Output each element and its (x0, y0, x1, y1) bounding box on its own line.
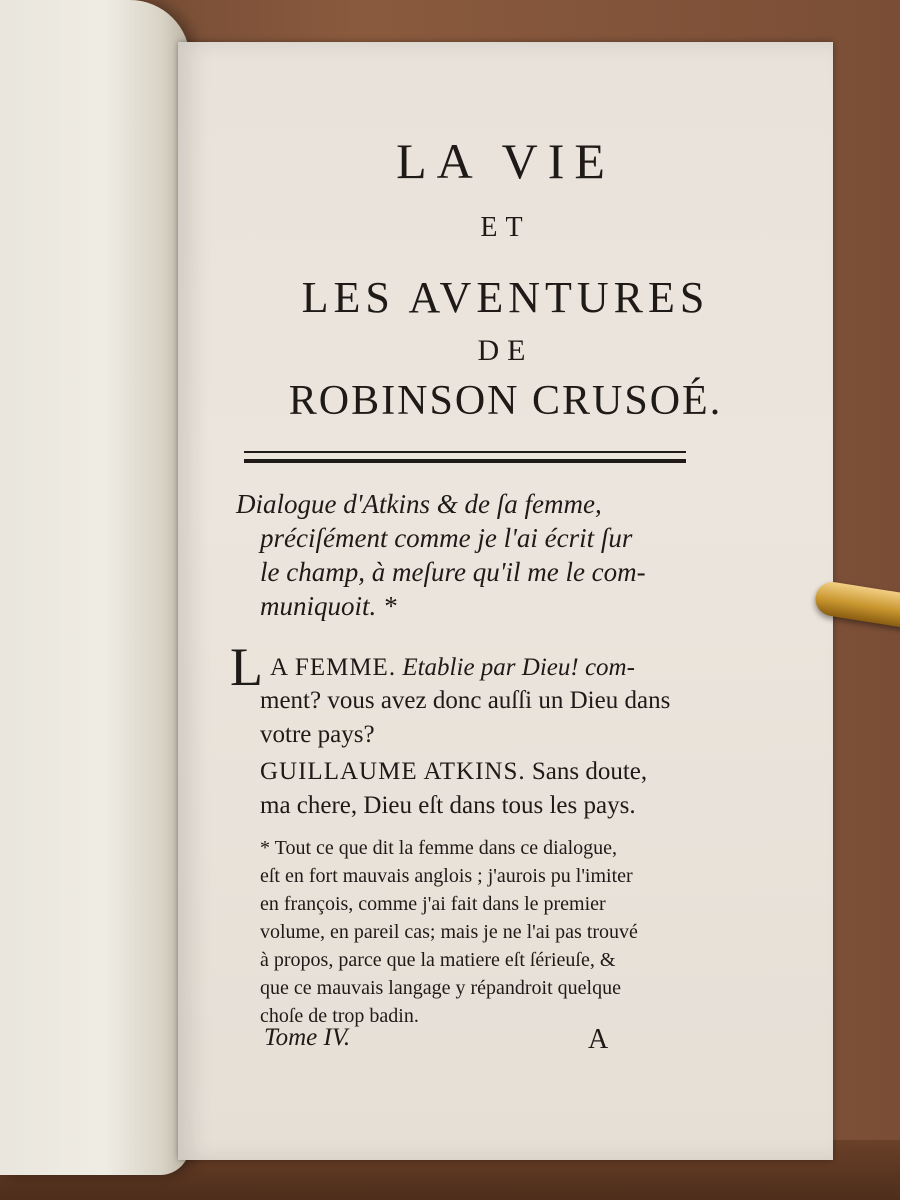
dialogue-text: Sans doute, (525, 758, 648, 785)
footnote-line: * Tout ce que dit la femme dans ce dialogue, (260, 837, 618, 859)
title-line-1: LA VIE (396, 133, 615, 189)
drop-capital: L (230, 637, 263, 697)
footnote-line: à propos, parce que la matiere eſt ſérieuſe, & (260, 949, 616, 971)
gathering-signature-mark: A (588, 1024, 609, 1055)
volume-signature: Tome IV. (264, 1024, 351, 1051)
footnote-line: en françois, comme j'ai fait dans le premier (260, 893, 606, 915)
title-line-3: LES AVENTURES (301, 273, 710, 322)
title-line-2: ET (480, 212, 531, 243)
dialogue-line: ment? vous avez donc auſſi un Dieu dans (260, 687, 671, 714)
right-page (178, 42, 833, 1160)
footnote-line: que ce mauvais langage y répandroit quelque (260, 977, 621, 999)
dialogue-line (260, 758, 647, 786)
dialogue-text: Etablie par Dieu! com- (396, 654, 635, 681)
chapter-heading-line: muniquoit. * (260, 591, 397, 621)
chapter-heading-line: Dialogue d'Atkins & de ſa femme, (236, 489, 602, 519)
chapter-heading-line: le champ, à meſure qu'il me le com- (260, 557, 646, 587)
double-rule-divider (244, 451, 686, 463)
footnote-line: volume, en pareil cas; mais je ne l'ai pas trouvé (260, 921, 638, 943)
title-line-4: DE (477, 334, 534, 367)
left-page (0, 0, 190, 1175)
speaker-name: GUILLAUME ATKINS. (260, 758, 526, 785)
dialogue-line (270, 654, 635, 682)
footnote-line: eſt en fort mauvais anglois ; j'aurois pu l'imiter (260, 865, 633, 887)
title-line-5: ROBINSON CRUSOÉ. (288, 378, 723, 424)
footnote-line: choſe de trop badin. (260, 1005, 419, 1027)
speaker-name: A FEMME. (270, 654, 397, 681)
dialogue-line: ma chere, Dieu eſt dans tous les pays. (260, 792, 636, 819)
dialogue-line: votre pays? (260, 721, 375, 748)
chapter-heading-line: préciſément comme je l'ai écrit ſur (260, 523, 633, 553)
